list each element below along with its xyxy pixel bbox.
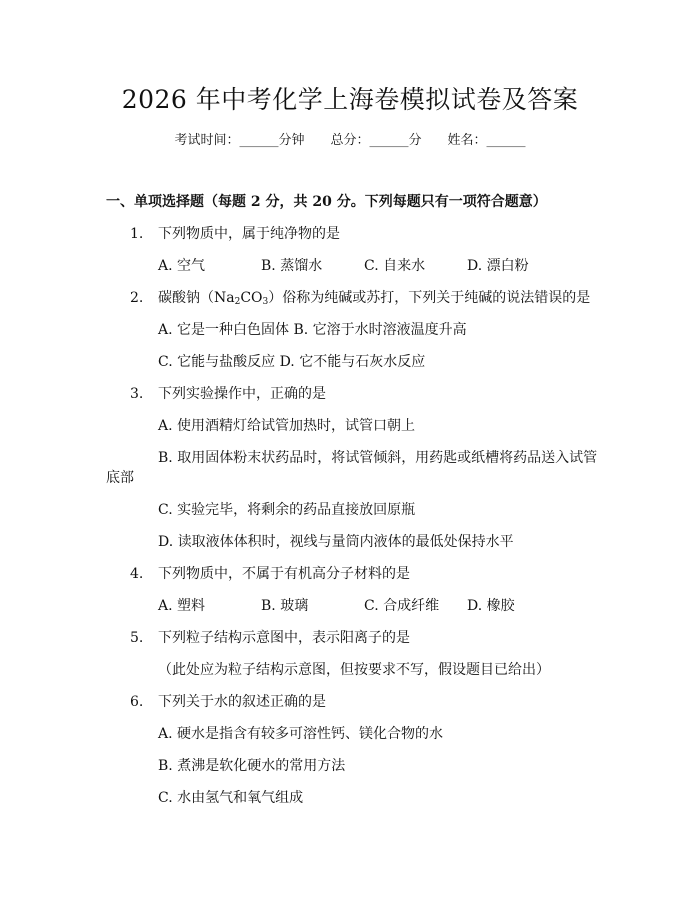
- question-5-number: 5.: [130, 630, 144, 646]
- question-1-option-c: C. 自来水: [364, 258, 426, 274]
- question-3-option-b-wrap: 底部: [106, 470, 134, 486]
- exam-total-score: 总分：______分: [330, 133, 422, 148]
- question-4-text: 下列物质中，不属于有机高分子材料的是: [158, 566, 410, 582]
- question-3-text: 下列实验操作中，正确的是: [158, 386, 326, 402]
- question-5-text: 下列粒子结构示意图中，表示阳离子的是: [158, 630, 410, 646]
- question-2-text-part: CO: [240, 290, 263, 306]
- question-6-text: 下列关于水的叙述正确的是: [158, 694, 326, 710]
- question-4-option-d: D. 橡胶: [467, 598, 515, 614]
- question-4-option-b: B. 玻璃: [261, 598, 309, 614]
- question-1-text: 下列物质中，属于纯净物的是: [158, 226, 340, 242]
- question-1-options: [158, 256, 529, 276]
- page-title: 2026 年中考化学上海卷模拟试卷及答案: [121, 85, 579, 114]
- question-1-option-d: D. 漂白粉: [467, 258, 529, 274]
- question-2-options-cd: C. 它能与盐酸反应 D. 它不能与石灰水反应: [158, 354, 426, 370]
- question-4-number: 4.: [130, 566, 144, 582]
- exam-time: 考试时间：______分钟: [174, 133, 305, 148]
- question-1-option-b: B. 蒸馏水: [261, 258, 323, 274]
- question-3-option-d: D. 读取液体体积时，视线与量筒内液体的最低处保持水平: [158, 534, 514, 550]
- question-3-option-c: C. 实验完毕，将剩余的药品直接放回原瓶: [158, 502, 416, 518]
- question-3-option-a: A. 使用酒精灯给试管加热时，试管口朝上: [158, 418, 416, 434]
- question-2-text: [158, 288, 590, 308]
- question-3-number: 3.: [130, 386, 144, 402]
- question-4-option-a: A. 塑料: [158, 598, 206, 614]
- question-2-options-ab: A. 它是一种白色固体 B. 它溶于水时溶液温度升高: [158, 322, 467, 338]
- question-5-note: （此处应为粒子结构示意图，但按要求不写，假设题目已给出）: [158, 662, 550, 678]
- question-2-subscript: 2: [234, 297, 241, 307]
- exam-info-line: [0, 131, 700, 151]
- question-1-option-a: A. 空气: [158, 258, 206, 274]
- exam-student-name: 姓名：______: [447, 133, 526, 148]
- question-2-subscript: 3: [262, 297, 269, 307]
- question-6-option-c: C. 水由氢气和氧气组成: [158, 790, 304, 806]
- section-heading-single-choice: 一、单项选择题（每题 2 分，共 20 分。下列每题只有一项符合题意）: [106, 194, 547, 210]
- question-2-number: 2.: [130, 290, 144, 306]
- question-4-option-c: C. 合成纤维: [364, 598, 440, 614]
- question-2-text-part: 碳酸钠（Na: [158, 290, 235, 306]
- question-6-option-b: B. 煮沸是软化硬水的常用方法: [158, 758, 346, 774]
- question-3-option-b: B. 取用固体粉末状药品时，将试管倾斜，用药匙或纸槽将药品送入试管: [158, 450, 598, 466]
- question-1-number: 1.: [130, 226, 144, 242]
- question-6-option-a: A. 硬水是指含有较多可溶性钙、镁化合物的水: [158, 726, 444, 742]
- question-6-number: 6.: [130, 694, 144, 710]
- question-2-text-part: ）俗称为纯碱或苏打，下列关于纯碱的说法错误的是: [268, 290, 591, 306]
- question-4-options: [158, 596, 515, 616]
